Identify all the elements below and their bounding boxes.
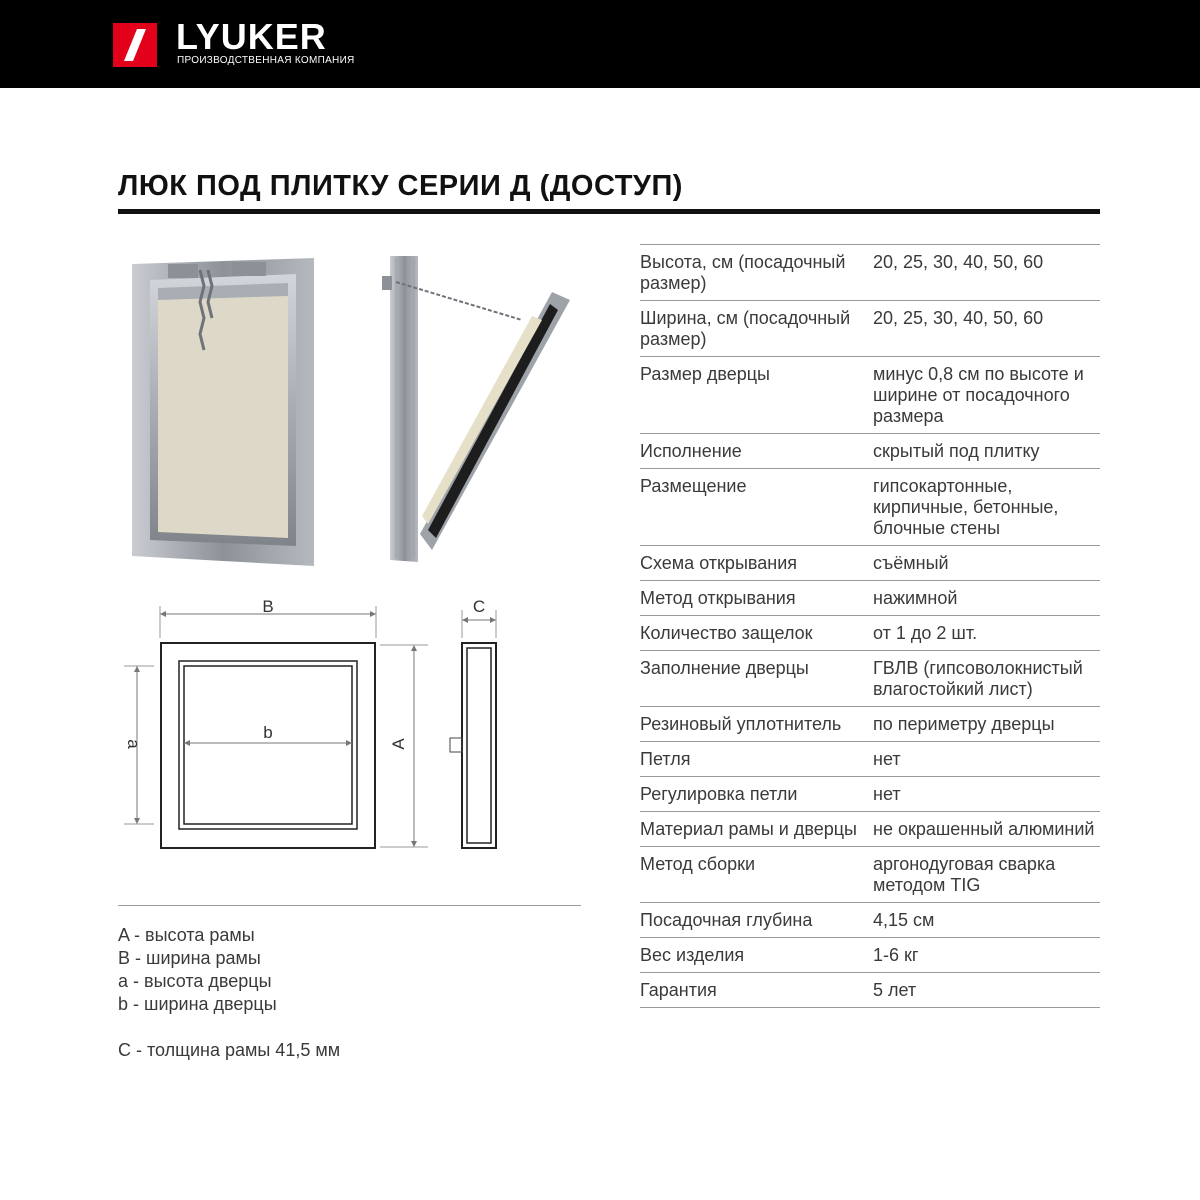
spec-value: нет <box>873 784 901 804</box>
door-seal <box>428 304 558 538</box>
spec-value: съёмный <box>873 553 949 573</box>
spec-value: не окрашенный алюминий <box>873 819 1095 839</box>
logo-icon <box>113 23 157 67</box>
brand-subtitle: ПРОИЗВОДСТВЕННАЯ КОМПАНИЯ <box>177 55 355 66</box>
spec-row <box>640 742 1100 777</box>
spec-row <box>640 469 1100 546</box>
spec-value: 4,15 см <box>873 910 935 930</box>
spec-value: по периметру дверцы <box>873 714 1055 734</box>
spec-value: скрытый под плитку <box>873 441 1040 461</box>
spec-row <box>640 581 1100 616</box>
spec-value: гипсокартонные, кирпичные, бетонные, блочные стены <box>873 476 1059 538</box>
legend-item: a - высота дверцы <box>118 971 272 991</box>
latch-right <box>232 262 266 276</box>
product-photo-side <box>382 254 574 564</box>
spec-label: Резиновый уплотнитель <box>640 714 842 734</box>
spec-row <box>640 616 1100 651</box>
door-panel <box>158 283 288 538</box>
spec-row <box>640 973 1100 1008</box>
page-title: ЛЮК ПОД ПЛИТКУ СЕРИИ Д (ДОСТУП) <box>118 170 683 202</box>
spec-row <box>640 357 1100 434</box>
spec-value: нажимной <box>873 588 958 608</box>
spec-label: Размер дверцы <box>640 364 770 384</box>
spec-label: Схема открывания <box>640 553 797 573</box>
spec-row <box>640 777 1100 812</box>
spec-value: ГВЛВ (гипсоволокнистый влагостойкий лист) <box>873 658 1083 699</box>
spec-value: нет <box>873 749 901 769</box>
dim-label-B: B <box>262 597 274 616</box>
spec-label: Количество защелок <box>640 623 813 643</box>
spec-value: аргонодуговая сварка методом TIG <box>873 854 1056 895</box>
dimension-drawing <box>100 590 520 870</box>
spec-row <box>640 938 1100 973</box>
spec-label: Петля <box>640 749 691 769</box>
dim-label-b: b <box>263 723 273 742</box>
legend-divider <box>118 905 581 906</box>
spec-label: Размещение <box>640 476 747 496</box>
spec-row <box>640 245 1100 301</box>
spec-label: Материал рамы и дверцы <box>640 819 857 839</box>
spec-row <box>640 707 1100 742</box>
spec-row <box>640 301 1100 357</box>
spec-row <box>640 434 1100 469</box>
dim-label-C: C <box>472 597 486 616</box>
brand-name: LYUKER <box>176 16 327 57</box>
door-panel-edge <box>422 316 542 524</box>
spec-value: 5 лет <box>873 980 917 1000</box>
spec-label: Заполнение дверцы <box>640 658 809 678</box>
header-bar <box>0 0 1200 88</box>
spec-value: от 1 до 2 шт. <box>873 623 978 643</box>
spec-value: минус 0,8 см по высоте и ширине от посадочного размера <box>873 364 1084 426</box>
dim-label-A: A <box>389 738 408 750</box>
latch-left <box>168 264 198 278</box>
legend-item: A - высота рамы <box>118 925 255 945</box>
door-outline <box>179 661 357 829</box>
spec-row <box>640 546 1100 581</box>
spec-value: 20, 25, 30, 40, 50, 60 <box>873 308 1044 328</box>
product-photo-front <box>128 256 318 568</box>
title-divider <box>118 209 1100 214</box>
frame-outline <box>161 643 375 848</box>
spec-label: Регулировка петли <box>640 784 798 804</box>
spec-label: Посадочная глубина <box>640 910 813 930</box>
spec-row <box>640 812 1100 847</box>
spec-value: 20, 25, 30, 40, 50, 60 <box>873 252 1044 272</box>
dim-label-a: a <box>124 739 143 749</box>
legend <box>118 924 340 1062</box>
spec-label: Исполнение <box>640 441 742 461</box>
spec-row <box>640 903 1100 938</box>
spec-label: Вес изделия <box>640 945 745 965</box>
spec-label: Метод сборки <box>640 854 756 874</box>
spec-row <box>640 651 1100 707</box>
spec-label: Высота, см (посадочный размер) <box>640 252 846 293</box>
spec-label: Гарантия <box>640 980 717 1000</box>
spec-label: Метод открывания <box>640 588 796 608</box>
legend-item: b - ширина дверцы <box>118 994 277 1014</box>
spec-table <box>640 244 1100 1008</box>
spec-value: 1-6 кг <box>873 945 919 965</box>
legend-thickness: C - толщина рамы 41,5 мм <box>118 1040 341 1060</box>
spec-label: Ширина, см (посадочный размер) <box>640 308 851 349</box>
spec-row <box>640 847 1100 903</box>
legend-item: B - ширина рамы <box>118 948 261 968</box>
